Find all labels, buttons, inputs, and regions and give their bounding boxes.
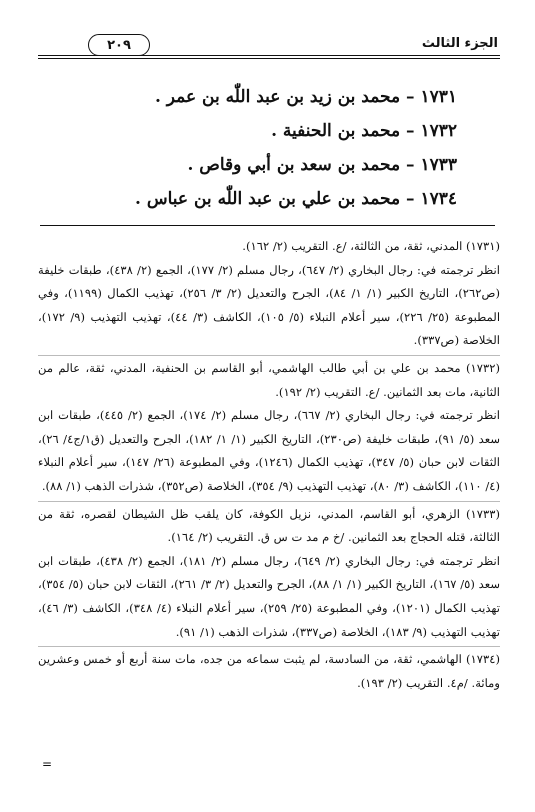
narrator-entry: ١٧٣١ – محمد بن زيد بن عبد اللّٰه بن عمر . (154, 87, 457, 107)
header-rule (38, 55, 500, 56)
part-title: الجزء الثالث (421, 36, 498, 51)
narrator-entry: ١٧٣٤ – محمد بن علي بن عبد اللّٰه بن عباس . (135, 189, 457, 209)
header-rule-thin (38, 58, 500, 59)
footnote-1732 (38, 355, 500, 499)
page-header (38, 34, 500, 60)
footnote-text: (١٧٣٢) محمد بن علي بن أبي طالب الهاشمي، أبو القاسم بن الحنفية، المدني، ثقة، عالم من الثانية، مات بعد الثمانين. /ع. التقريب (٢/ ١٩٢). (38, 360, 500, 399)
footnote-separator (40, 225, 495, 226)
footnote-references: انظر ترجمته في: رجال البخاري (٢/ ٦٤٩)، رجال مسلم (٢/ ١٨١)، الجمع (٢/ ٤٣٨)، طبقات ابن سعد (٥/ ١٦٧)، التاريخ الكبير (١/ ١/ ٨٨)، الجرح والتعديل (٢/ ٣/ ٢٦١)، الثقات لابن حبان (٥/ ٣٥٤)، تهذيب الكمال (١٢٠١)، وفي المطبوعة (٢٥/ ٢٥٩)، سير أعلام النبلاء (٤/ ٣٤٨)، الكاشف (٣/ ٤٦)، تهذيب التهذيب (٩/ ١٨٣)، الخلاصة (ص٣٣٧)، شذرات الذهب (١/ ٩١). (38, 553, 501, 639)
footnote-text: (١٧٣٤) الهاشمي، ثقة، من السادسة، لم يثبت سماعه من جده، مات سنة أربع أو خمس وعشرين ومائة. /م٤. التقريب (٢/ ١٩٣). (38, 652, 500, 690)
footnote-1734 (38, 646, 500, 695)
footnote-references: انظر ترجمته في: رجال البخاري (٢/ ٦٦٧)، رجال مسلم (٢/ ١٧٤)، الجمع (٢/ ٤٤٥)، طبقات ابن سعد (٥/ ٩١)، طبقات خليفة (ص٢٣٠)، التاريخ الكبير (١/ ١/ ١٨٢)، الجرح والتعديل (ق١/ج٤/ ٢٦)، الثقات لابن حبان (٥/ ٣٤٧)، تهذيب الكمال (١٢٤٦)، وفي المطبوعة (٢٦/ ١٤٧)، سير أعلام النبلاء (٤/ ١١٠)، الكاشف (٣/ ٨٠)، تهذيب التهذيب (٩/ ٣٥٤)، الخلاصة (ص٣٥٢)، شذرات الذهب (١/ ٨٨). (38, 408, 501, 493)
footnotes (38, 235, 500, 695)
footnote-1733 (38, 501, 500, 645)
footnote-text: (١٧٣١) المدني، ثقة، من الثالثة، /ع. التقريب (٢/ ١٦٢). (242, 239, 500, 253)
narrator-entry: ١٧٣٣ – محمد بن سعد بن أبي وقاص . (187, 155, 457, 175)
narrator-entry: ١٧٣٢ – محمد بن الحنفية . (271, 121, 457, 141)
continuation-mark: = (42, 757, 53, 771)
page-number-badge: ٢٠٩ (88, 34, 150, 56)
narrator-list (77, 80, 457, 216)
footnote-1731 (38, 235, 500, 353)
footnote-text: (١٧٣٣) الزهري، أبو القاسم، المدني، نزيل الكوفة، كان يلقب ظل الشيطان لقصره، ثقة من الثالثة، قتله الحجاج بعد الثمانين. /خ م مد ت س ق. التقريب (٢/ ١٦٤). (38, 506, 500, 545)
footnote-references: انظر ترجمته في: رجال البخاري (٢/ ٦٤٧)، رجال مسلم (٢/ ١٧٧)، الجمع (٢/ ٤٣٨)، طبقات خليفة (ص٢٦٢)، التاريخ الكبير (١/ ١/ ٨٤)، الجرح والتعديل (٢/ ٣/ ٢٥٦)، تهذيب الكمال (١١٩٩)، وفي المطبوعة (٢٥/ ٢٢٦)، سير أعلام النبلاء (٥/ ١٠٥)، الكاشف (٣/ ٤٤)، تهذيب التهذيب (٩/ ١٧٢)، الخلاصة (ص٣٣٧). (38, 262, 501, 348)
